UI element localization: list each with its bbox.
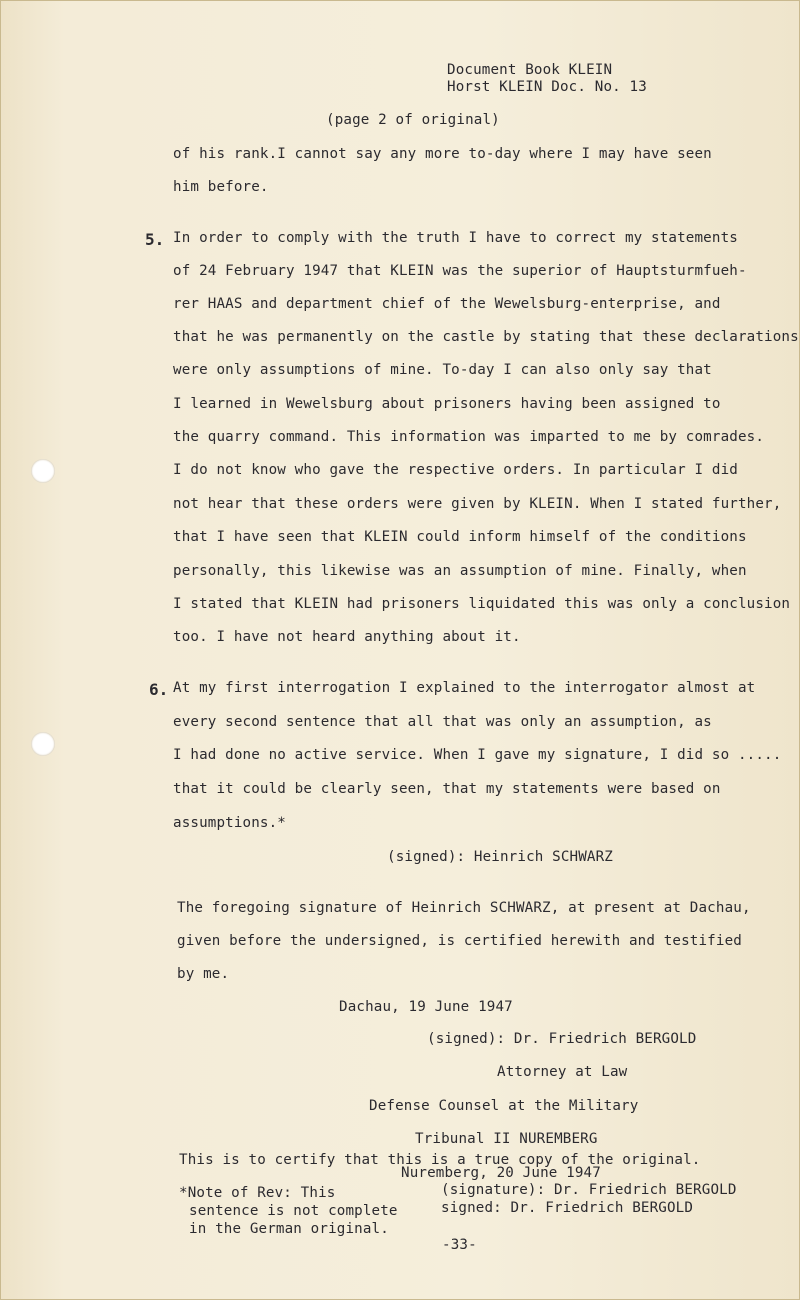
attorney-title: Attorney at Law <box>497 1064 628 1080</box>
text-line: the quarry command. This information was imparted to me by comrades. <box>173 429 765 445</box>
punch-hole <box>31 459 55 483</box>
counsel-title: Defense Counsel at the Military <box>369 1098 639 1114</box>
text-line: At my first interrogation I explained to the interrogator almost at <box>173 680 756 696</box>
text-line: I learned in Wewelsburg about prisoners having been assigned to <box>173 396 721 412</box>
text-line: too. I have not heard anything about it. <box>173 629 521 645</box>
text-line: personally, this likewise was an assumption of mine. Finally, when <box>173 563 747 579</box>
text-line: of his rank.I cannot say any more to-day where I may have seen <box>173 146 712 162</box>
text-line: that he was permanently on the castle by stating that these declarations <box>173 329 799 345</box>
text-line: every second sentence that all that was only an assumption, as <box>173 714 712 730</box>
paragraph-number: 5. <box>145 230 165 249</box>
text-line: not hear that these orders were given by KLEIN. When I stated further, <box>173 496 782 512</box>
text-line: rer HAAS and department chief of the Wewelsburg-enterprise, and <box>173 296 721 312</box>
text-line: In order to comply with the truth I have to correct my statements <box>173 230 738 246</box>
certification-line: given before the undersigned, is certified herewith and testified <box>177 933 742 949</box>
text-line: were only assumptions of mine. To-day I can also only say that <box>173 362 712 378</box>
signature-schwarz: (signed): Heinrich SCHWARZ <box>387 849 613 865</box>
copy-place-date: Nuremberg, 20 June 1947 <box>401 1165 601 1181</box>
reviser-note: in the German original. <box>189 1221 389 1237</box>
text-line: him before. <box>173 179 269 195</box>
page-reference: (page 2 of original) <box>326 112 500 128</box>
signature-bergold: (signed): Dr. Friedrich BERGOLD <box>427 1031 697 1047</box>
reviser-note: sentence is not complete <box>189 1203 398 1219</box>
paragraph-number: 6. <box>149 680 169 699</box>
copy-signed: signed: Dr. Friedrich BERGOLD <box>441 1200 694 1216</box>
doc-number: Horst KLEIN Doc. No. 13 <box>447 79 647 95</box>
certification-line: The foregoing signature of Heinrich SCHWARZ, at present at Dachau, <box>177 900 751 916</box>
certification-line: by me. <box>177 966 230 982</box>
punch-hole <box>31 732 55 756</box>
text-line: that I have seen that KLEIN could inform himself of the conditions <box>173 529 747 545</box>
page-number: -33- <box>442 1237 477 1253</box>
copy-signature: (signature): Dr. Friedrich BERGOLD <box>441 1182 737 1198</box>
text-line: I do not know who gave the respective orders. In particular I did <box>173 462 738 478</box>
place-date: Dachau, 19 June 1947 <box>339 999 513 1015</box>
text-line: I stated that KLEIN had prisoners liquidated this was only a conclusion <box>173 596 791 612</box>
reviser-note: *Note of Rev: This <box>179 1185 336 1201</box>
text-line: that it could be clearly seen, that my statements were based on <box>173 781 721 797</box>
true-copy-statement: This is to certify that this is a true copy of the original. <box>179 1152 701 1168</box>
text-line: of 24 February 1947 that KLEIN was the superior of Hauptsturmfueh- <box>173 263 747 279</box>
text-line: assumptions.* <box>173 815 286 831</box>
doc-book-label: Document Book KLEIN <box>447 62 613 78</box>
text-line: I had done no active service. When I gave my signature, I did so ..... <box>173 747 782 763</box>
tribunal-title: Tribunal II NUREMBERG <box>415 1131 598 1147</box>
